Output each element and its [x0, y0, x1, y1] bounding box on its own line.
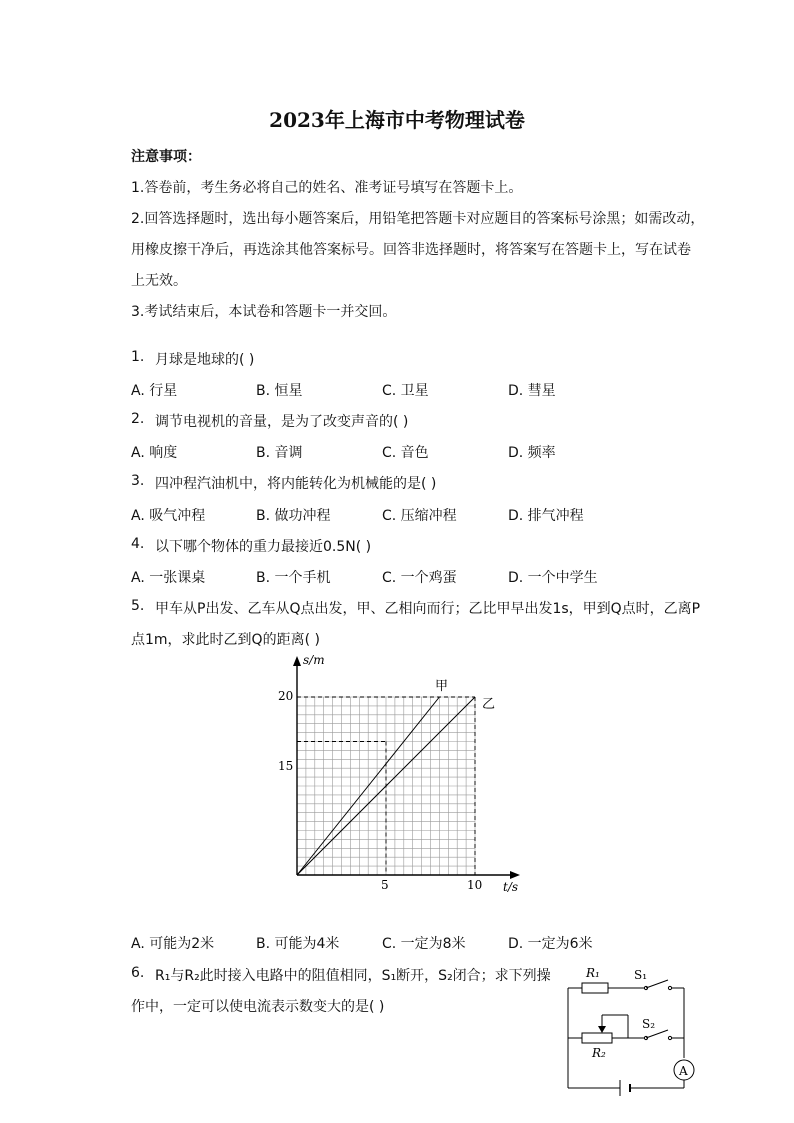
option-c: C. 卫星: [382, 383, 429, 399]
notice-item: 用橡皮擦干净后，再选涂其他答案标号。回答非选择题时，将答案写在答题卡上，写在试卷: [131, 242, 691, 258]
question-stem: 四冲程汽油机中，将内能转化为机械能的是( ): [155, 476, 437, 492]
label-ammeter: A: [679, 1064, 688, 1078]
option-d: D. 频率: [508, 445, 556, 461]
question-stem-continued: 点1m，求此时乙到Q的距离( ): [131, 632, 320, 648]
option-d: D. 彗星: [508, 383, 556, 399]
label-s1: S₁: [634, 968, 648, 982]
option-c: C. 音色: [382, 445, 429, 461]
option-a: A. 行星: [131, 383, 178, 399]
question-number: 6.: [131, 965, 145, 981]
question-number: 5.: [131, 598, 145, 614]
question-stem-continued: 作中，一定可以使电流表示数变大的是( ): [131, 999, 385, 1015]
label-r2: R₂: [592, 1046, 606, 1060]
resistor-r1: [582, 983, 608, 993]
y-axis-arrow: [293, 656, 301, 666]
x-axis-label: t/s: [503, 880, 519, 894]
s-t-graph: [270, 652, 530, 902]
notice-item: 1.答卷前，考生务必将自己的姓名、准考证号填写在答题卡上。: [131, 180, 523, 196]
question-number: 3.: [131, 473, 145, 489]
y-axis-label: s/m: [303, 653, 325, 667]
series-label-jia: 甲: [435, 679, 449, 694]
option-b: B. 可能为4米: [256, 936, 340, 952]
question-number: 2.: [131, 411, 145, 427]
switch-s1-blade: [646, 980, 668, 988]
notice-item: 上无效。: [131, 273, 187, 289]
label-r1: R₁: [586, 966, 600, 980]
switch-s2-blade: [646, 1030, 668, 1038]
question-stem: R₁与R₂此时接入电路中的阻值相同，S₁断开，S₂闭合；求下列操: [155, 968, 551, 984]
question-number: 4.: [131, 536, 145, 552]
circuit-diagram: [560, 960, 700, 1110]
x-tick-label: 5: [381, 878, 389, 892]
notice-item: 2.回答选择题时，选出每小题答案后，用铅笔把答题卡对应题目的答案标号涂黑；如需改动，: [131, 211, 705, 227]
option-b: B. 音调: [256, 445, 303, 461]
label-s2: S₂: [642, 1017, 656, 1031]
rheostat-r2: [582, 1033, 612, 1043]
question-stem: 调节电视机的音量，是为了改变声音的( ): [155, 414, 409, 430]
y-tick-label: 15: [278, 759, 294, 773]
option-b: B. 恒星: [256, 383, 303, 399]
x-axis-arrow: [510, 871, 520, 879]
option-c: C. 一定为8米: [382, 936, 466, 952]
question-stem: 以下哪个物体的重力最接近0.5N( ): [155, 539, 372, 555]
question-stem: 月球是地球的( ): [155, 352, 255, 368]
notice-heading: 注意事项：: [131, 149, 201, 165]
question-number: 1.: [131, 349, 145, 365]
option-c: C. 一个鸡蛋: [382, 570, 457, 586]
option-c: C. 压缩冲程: [382, 508, 457, 524]
option-a: A. 可能为2米: [131, 936, 215, 952]
option-d: D. 一定为6米: [508, 936, 593, 952]
option-a: A. 一张课桌: [131, 570, 206, 586]
option-d: D. 排气冲程: [508, 508, 584, 524]
rheostat-slider-arrow: [598, 1026, 606, 1033]
series-label-yi: 乙: [482, 697, 496, 712]
option-d: D. 一个中学生: [508, 570, 598, 586]
option-b: B. 一个手机: [256, 570, 331, 586]
option-a: A. 吸气冲程: [131, 508, 206, 524]
notice-item: 3.考试结束后，本试卷和答题卡一并交回。: [131, 304, 397, 320]
option-b: B. 做功冲程: [256, 508, 331, 524]
question-stem: 甲车从P出发、乙车从Q点出发，甲、乙相向而行；乙比甲早出发1s，甲到Q点时，乙离P: [155, 601, 701, 617]
y-tick-label: 20: [278, 689, 294, 703]
x-tick-label: 10: [467, 878, 483, 892]
option-a: A. 响度: [131, 445, 178, 461]
page-title: 2023年上海市中考物理试卷: [269, 108, 525, 132]
